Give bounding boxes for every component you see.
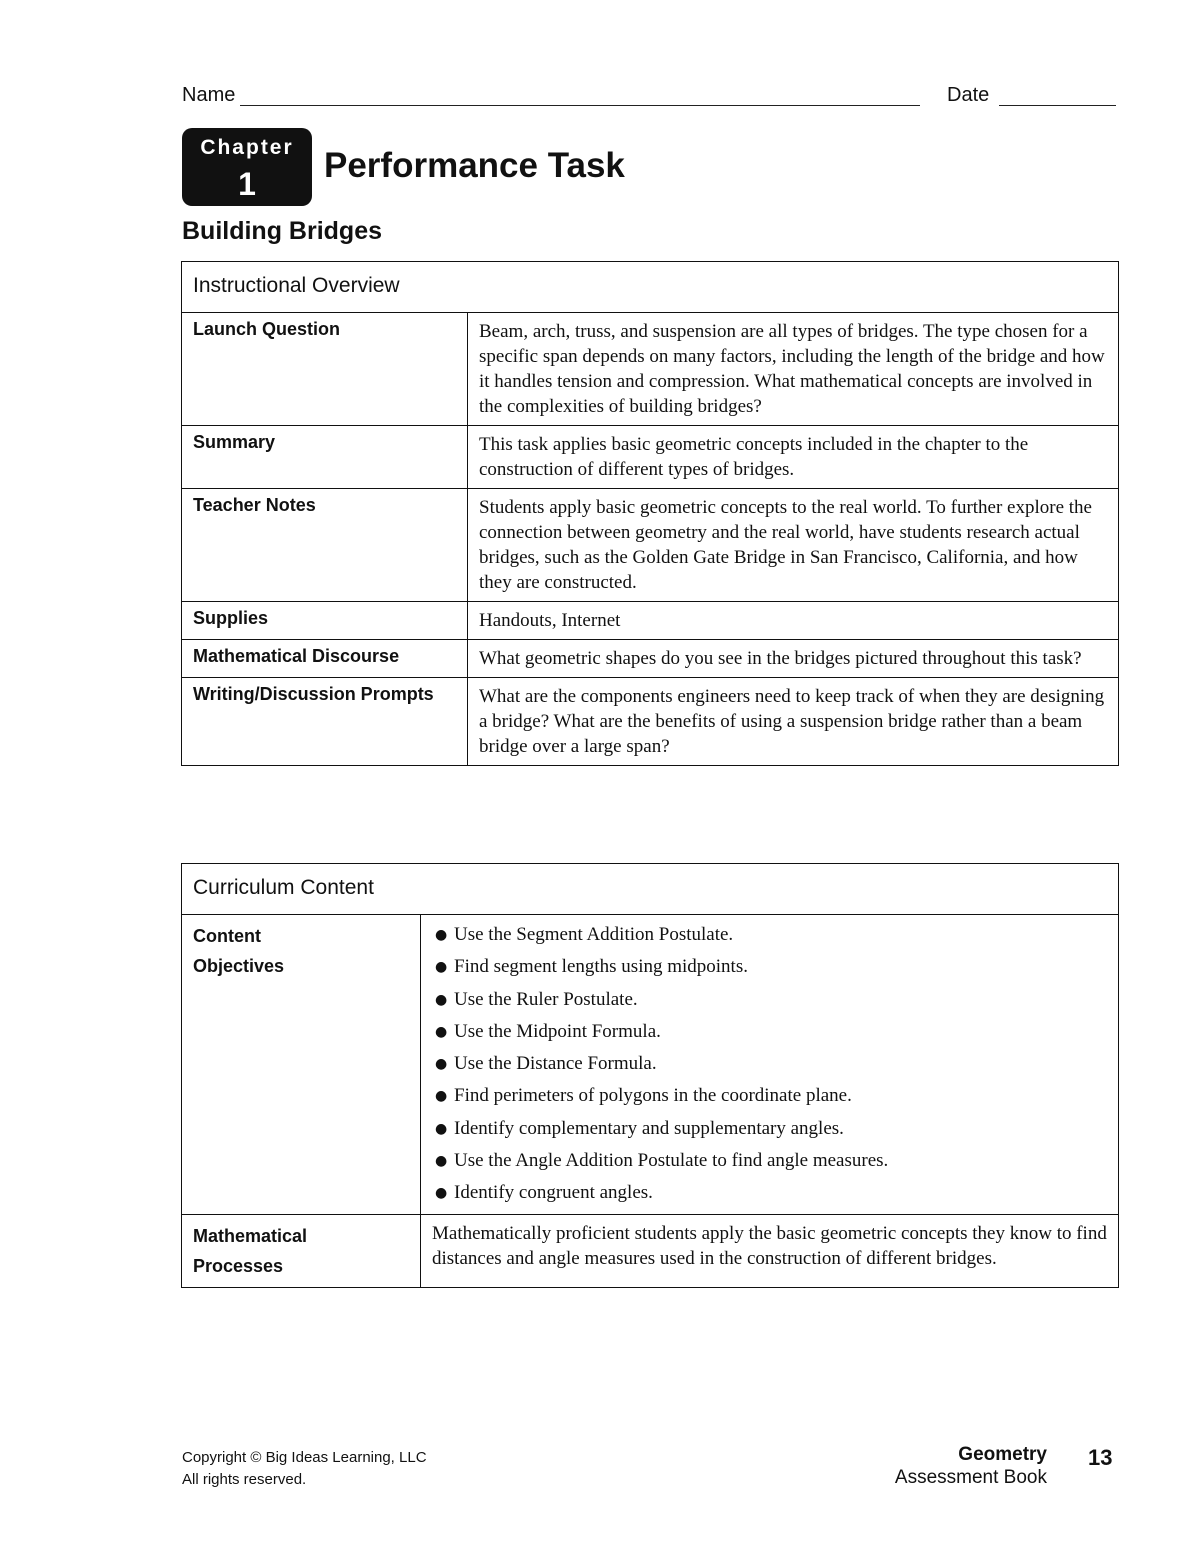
page-title: Performance Task — [324, 146, 625, 185]
bullet-icon: ● — [435, 991, 448, 1008]
bullet-icon: ● — [435, 1185, 448, 1202]
curriculum-content-table — [181, 863, 1119, 1288]
objectives-list-cell — [421, 915, 1119, 1215]
table-row — [182, 678, 1119, 766]
bullet-icon: ● — [435, 927, 448, 943]
list-item — [432, 951, 1107, 983]
processes-label-line: Mathematical — [193, 1225, 308, 1246]
chapter-badge — [182, 128, 312, 206]
instructional-overview-table — [181, 261, 1119, 766]
table-row — [182, 426, 1119, 489]
table-row — [182, 313, 1119, 426]
curriculum-heading: Curriculum Content — [182, 864, 1119, 915]
list-item — [432, 919, 1107, 951]
processes-label — [182, 1214, 421, 1287]
row-text: What geometric shapes do you see in the bridges pictured throughout this task? — [468, 640, 1119, 678]
row-text: What are the components engineers need to keep track of when they are designing a bridge? What are the benefits of using a suspension bridge rather than a beam bridge over a large span? — [468, 678, 1119, 766]
list-item-text: Find perimeters of polygons in the coordinate plane. — [454, 1085, 852, 1107]
list-item — [432, 1016, 1107, 1048]
list-item-text: Identify complementary and supplementary angles. — [454, 1117, 844, 1139]
processes-label-line: Processes — [193, 1255, 284, 1276]
row-label: Summary — [182, 426, 468, 489]
copyright-text: Copyright © Big Ideas Learning, LLC — [182, 1449, 427, 1466]
list-item — [432, 1080, 1107, 1112]
book-info — [895, 1443, 1047, 1489]
processes-text: Mathematically proficient students apply the basic geometric concepts they know to find distances and angle measures used in the construction of different bridges. — [421, 1214, 1119, 1287]
table-row — [182, 489, 1119, 602]
bullet-icon: ● — [435, 1120, 448, 1137]
overview-heading: Instructional Overview — [182, 262, 1119, 313]
row-text: Handouts, Internet — [468, 602, 1119, 640]
row-text: Students apply basic geometric concepts to the real world. To further explore the connection between geometry and the real world, have students research actual bridges, such as the Golden Gate Bridge in San Francisco, California, and how they are constructed. — [468, 489, 1119, 602]
chapter-number: 1 — [238, 166, 256, 202]
table-row — [182, 915, 1119, 1215]
row-text: Beam, arch, truss, and suspension are all types of bridges. The type chosen for a specific span depends on many factors, including the length of the bridge and how it handles tension and compression. What mathematical concepts are involved in the complexities of building bridges? — [468, 313, 1119, 426]
bullet-icon: ● — [435, 1088, 448, 1105]
objectives-list — [432, 919, 1107, 1210]
list-item — [432, 984, 1107, 1016]
objectives-label-line: Objectives — [193, 956, 285, 976]
bullet-icon: ● — [435, 1056, 448, 1073]
name-blank-line — [240, 105, 920, 106]
objectives-label — [182, 915, 421, 1215]
row-label: Teacher Notes — [182, 489, 468, 602]
list-item-text: Use the Distance Formula. — [454, 1053, 657, 1075]
book-title: Geometry — [958, 1444, 1047, 1465]
page-number: 13 — [1088, 1445, 1113, 1470]
list-item-text: Use the Ruler Postulate. — [454, 988, 638, 1010]
list-item-text: Find segment lengths using midpoints. — [454, 956, 748, 978]
table-row — [182, 1214, 1119, 1287]
list-item-text: Identify congruent angles. — [454, 1182, 653, 1204]
name-label: Name — [182, 84, 236, 106]
table-row — [182, 640, 1119, 678]
list-item-text: Use the Midpoint Formula. — [454, 1020, 661, 1042]
table-row — [182, 602, 1119, 640]
bullet-icon: ● — [435, 1153, 448, 1170]
list-item — [432, 1177, 1107, 1209]
list-item — [432, 1048, 1107, 1080]
objectives-label-line: Content — [193, 926, 261, 946]
bullet-icon: ● — [435, 959, 448, 976]
date-label: Date — [947, 84, 990, 106]
row-text: This task applies basic geometric concepts included in the chapter to the construction of different types of bridges. — [468, 426, 1119, 489]
list-item — [432, 1145, 1107, 1177]
book-subtitle: Assessment Book — [894, 1467, 1047, 1488]
bullet-icon: ● — [435, 1023, 448, 1040]
copyright-notice — [182, 1447, 427, 1491]
row-label: Launch Question — [182, 313, 468, 426]
list-item — [432, 1113, 1107, 1145]
list-item-text: Use the Segment Addition Postulate. — [454, 924, 734, 945]
list-item-text: Use the Angle Addition Postulate to find angle measures. — [454, 1150, 889, 1172]
row-label: Mathematical Discourse — [182, 640, 468, 678]
row-label: Supplies — [182, 602, 468, 640]
name-date-row — [182, 84, 1118, 110]
row-label: Writing/Discussion Prompts — [182, 678, 468, 766]
page-subtitle: Building Bridges — [182, 217, 382, 245]
date-blank-line — [999, 105, 1116, 106]
chapter-word: Chapter — [200, 136, 294, 159]
rights-text: All rights reserved. — [182, 1471, 307, 1488]
